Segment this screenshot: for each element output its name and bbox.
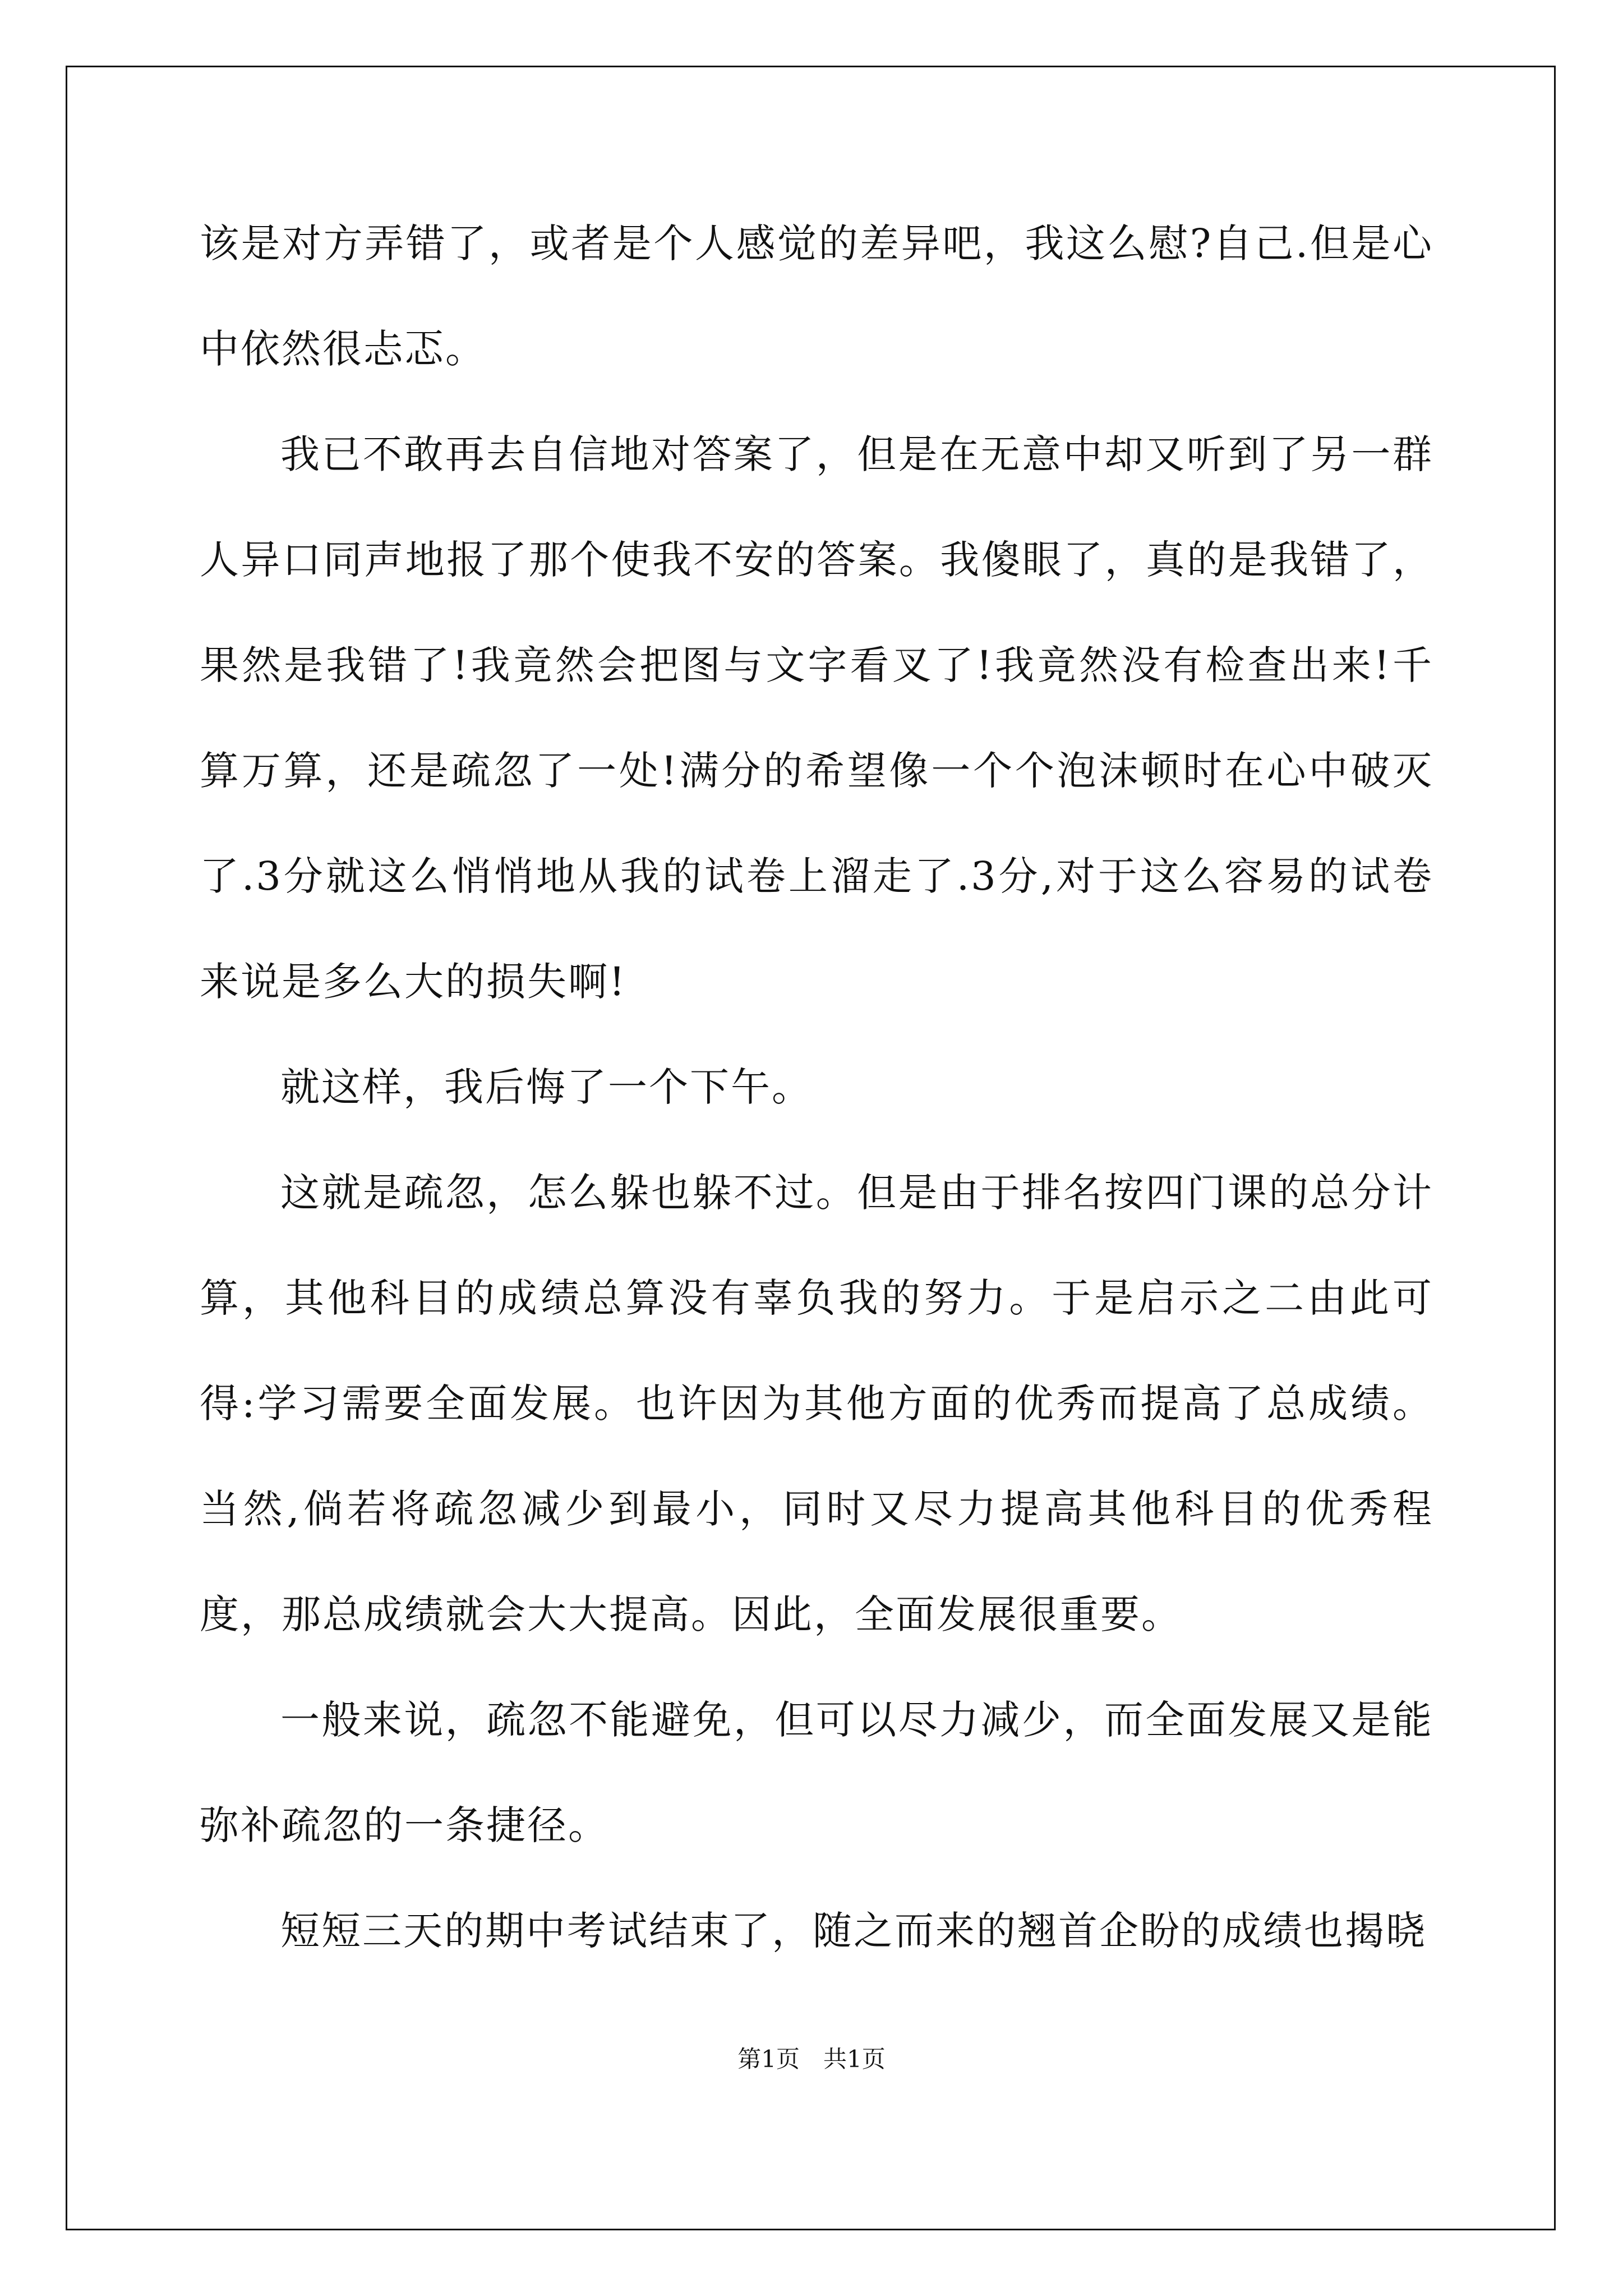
paragraph-2: 我已不敢再去自信地对答案了，但是在无意中却又听到了另一群人异口同声地报了那个使我不安的答案。我傻眼了，真的是我错了，果然是我错了!我竟然会把图与文字看叉了!我竟然没有检查出来!千算万算，还是疏忽了一处!满分的希望像一个个泡沫顿时在心中破灭了.3分就这么悄悄地从我的试卷上溜走了.3分,对于这么容易的试卷来说是多么大的损失啊! [200,431,1433,1005]
document-body [200,191,1433,1984]
paragraph-4: 这就是疏忽，怎么躲也躲不过。但是由于排名按四门课的总分计算，其他科目的成绩总算没有辜负我的努力。于是启示之二由此可得:学习需要全面发展。也许因为其他方面的优秀而提高了总成绩。当然,倘若将疏忽减少到最小，同时又尽力提高其他科目的优秀程度，那总成绩就会大大提高。因此，全面发展很重要。 [200,1170,1433,1637]
paragraph-5: 一般来说，疏忽不能避免，但可以尽力减少，而全面发展又是能弥补疏忽的一条捷径。 [200,1697,1433,1848]
page-footer: 第1页 共1页 [737,2045,886,2073]
paragraph-6: 短短三天的期中考试结束了，随之而来的翘首企盼的成绩也揭晓 [280,1908,1427,1954]
paragraph-3: 就这样，我后悔了一个下午。 [280,1064,813,1110]
paragraph-1: 该是对方弄错了，或者是个人感觉的差异吧，我这么慰?自己.但是心中依然很忐忑。 [200,220,1433,372]
